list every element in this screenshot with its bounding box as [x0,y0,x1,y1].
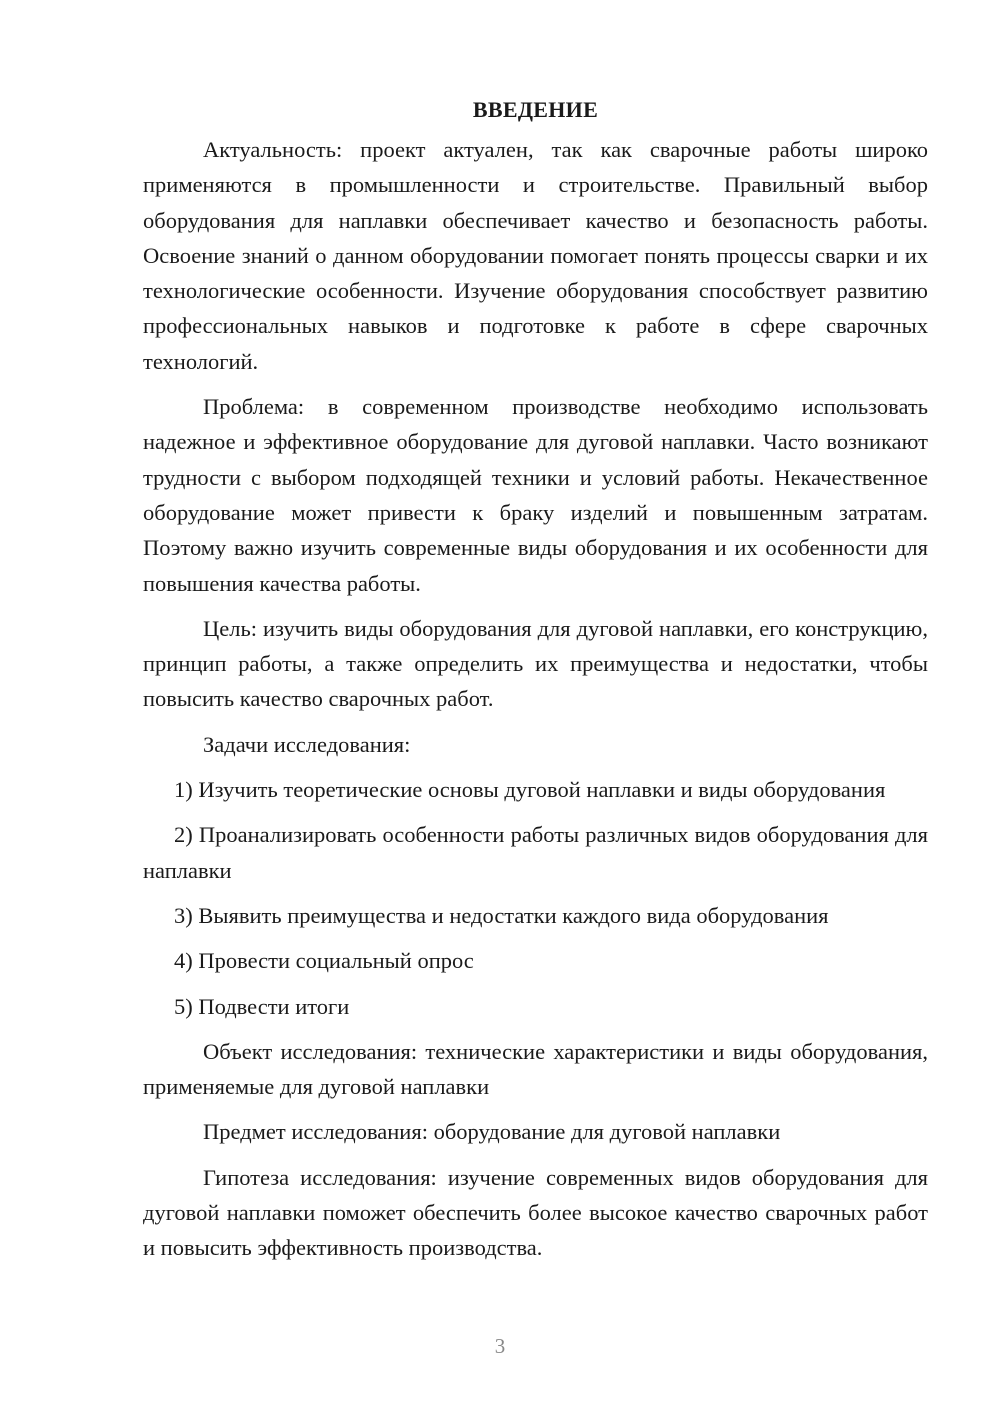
page-number: 3 [494,1334,506,1358]
list-item: 3) Выявить преимущества и недостатки каждого вида оборудования [174,902,829,928]
paragraph-goal: Цель: изучить виды оборудования для дуговой наплавки, его конструкцию, принцип работы, а также определить их преимущества и недостатки, чтобы повысить качество сварочных работ. [143,615,928,712]
list-item: 4) Провести социальный опрос [174,948,474,974]
list-item: 2) Проанализировать особенности работы различных видов оборудования для наплавки [143,822,928,883]
list-item: 5) Подвести итоги [174,993,350,1019]
tasks-heading: Задачи исследования: [203,731,411,757]
paragraph-object: Объект исследования: технические характеристики и виды оборудования, применяемые для дуговой наплавки [143,1038,928,1100]
paragraph-problem: Проблема: в современном производстве необходимо использовать надежное и эффективное оборудование для дуговой наплавки. Часто возникают трудности с выбором подходящей техники и условий работы. Некачественное оборудование может привести к браку изделий и повышенным затратам. Поэтому важно изучить современные виды оборудования и их особенности для повышения качества работы. [143,394,928,596]
section-title: ВВЕДЕНИЕ [472,97,599,122]
document-page [143,92,928,1276]
paragraph-relevance: Актуальность: проект актуален, так как сварочные работы широко применяются в промышленности и строительстве. Правильный выбор оборудования для наплавки обеспечивает качество и безопасность работы. Освоение знаний о данном оборудовании помогает понять процессы сварки и их технологические особенности. Изучение оборудования способствует развитию профессиональных навыков и подготовке к работе в сфере сварочных технологий. [143,137,928,374]
paragraph-subject: Предмет исследования: оборудование для дуговой наплавки [203,1119,781,1145]
list-item: 1) Изучить теоретические основы дуговой наплавки и виды оборудования [174,777,886,803]
paragraph-hypothesis: Гипотеза исследования: изучение современных видов оборудования для дуговой наплавки поможет обеспечить более высокое качество сварочных работ и повысить эффективность производства. [143,1164,928,1261]
tasks-list [143,772,928,1024]
